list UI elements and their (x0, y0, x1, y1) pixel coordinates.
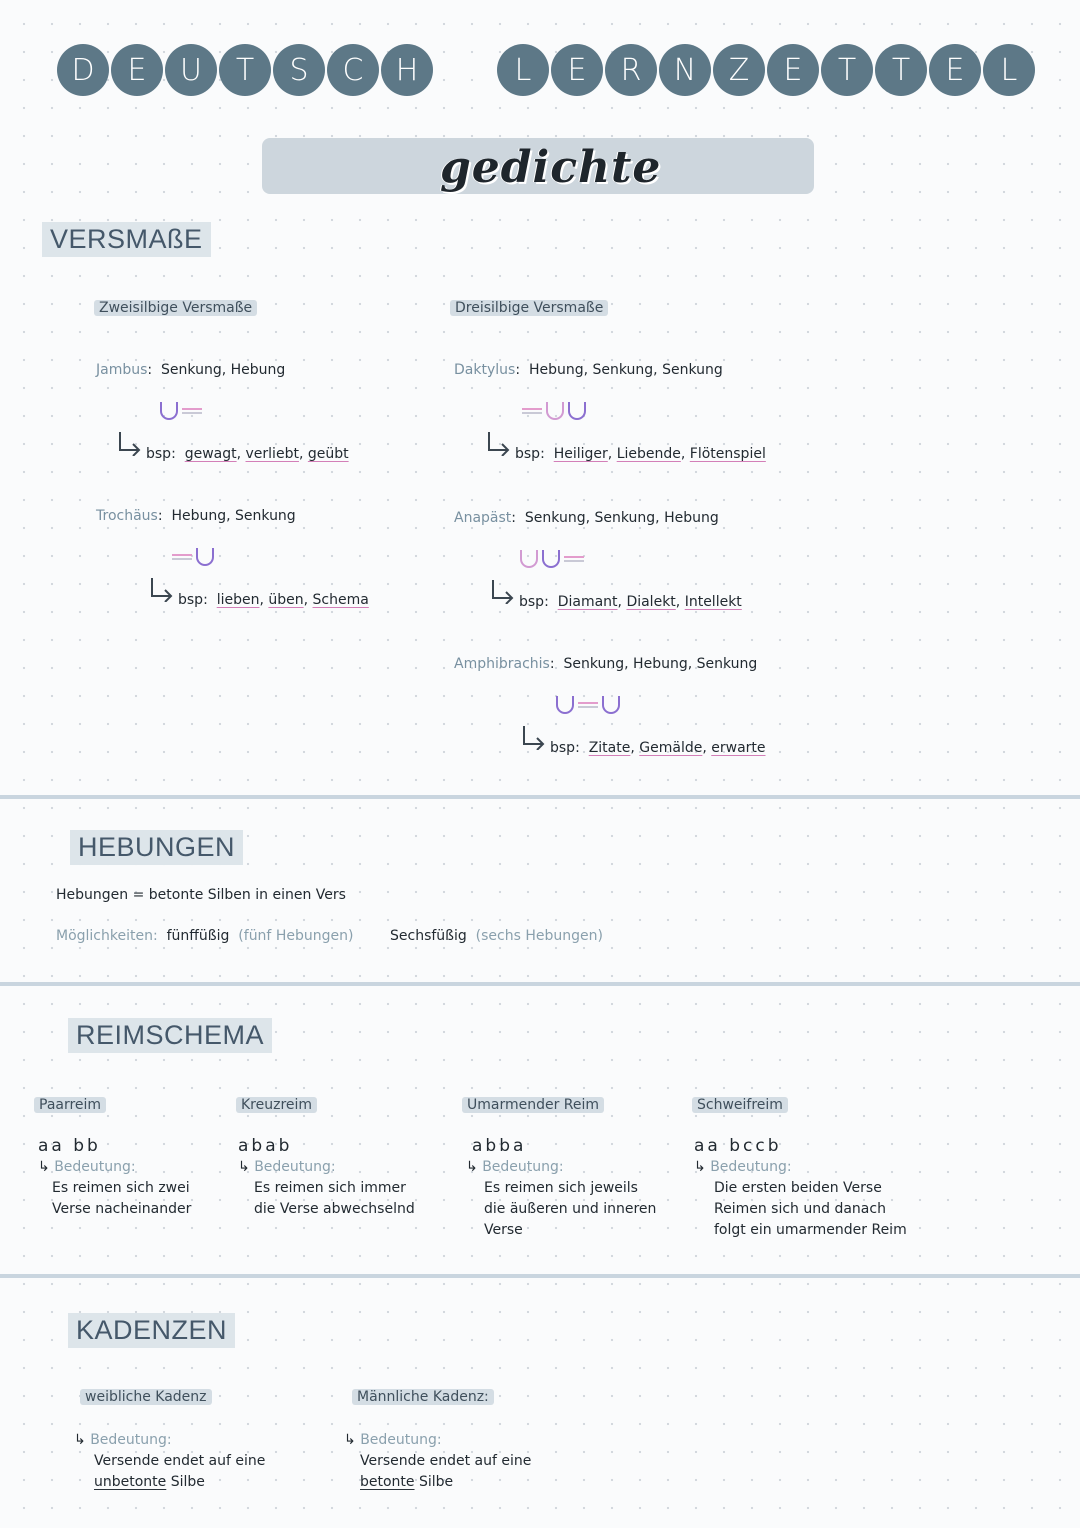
arrow-icon: ↳ (694, 1159, 706, 1175)
arrow-icon (149, 576, 175, 602)
title-letter: T (821, 44, 873, 96)
kadenz-weiblich (74, 1430, 265, 1493)
section-divider (0, 1274, 1080, 1278)
senkung-mark (160, 402, 178, 420)
meter-name: Jambus (96, 362, 148, 378)
title-letter: E (111, 44, 163, 96)
kadenz-word: Silbe (418, 1474, 454, 1490)
reim-line: Es reimen sich immer (254, 1180, 406, 1196)
meter-name: Amphibrachis (454, 656, 550, 672)
bedeutung-label: Bedeutung: (254, 1159, 336, 1175)
example-word: geübt (307, 446, 349, 462)
reim-pattern: aa bb (38, 1136, 101, 1156)
underlined-word: betonte (360, 1474, 415, 1490)
reim-label-schweifreim: Schweifreim (692, 1097, 788, 1113)
amphibrachis-examples: bsp: Zitate, Gemälde, erwarte (550, 740, 766, 756)
meter-desc: Senkung, Hebung (161, 362, 286, 378)
title-letter: T (219, 44, 271, 96)
sub-label-zweisilbig: Zweisilbige Versmaße (94, 300, 257, 316)
title-letter: Z (713, 44, 765, 96)
reim-line: Reimen sich und danach (714, 1201, 886, 1217)
reim-line: Es reimen sich jeweils (484, 1180, 638, 1196)
reim-label-paarreim: Paarreim (34, 1097, 106, 1113)
example-word: Liebende (616, 446, 681, 462)
senkung-mark (196, 548, 214, 566)
daktylus-row: Daktylus: Hebung, Senkung, Senkung (454, 362, 723, 378)
option-note: (sechs Hebungen) (475, 928, 603, 944)
bedeutung-label: Bedeutung: (90, 1432, 172, 1448)
reim-pattern: abab (238, 1136, 293, 1156)
reim-line: Die ersten beiden Verse (714, 1180, 882, 1196)
reim-line: Es reimen sich zwei (52, 1180, 190, 1196)
bedeutung-label: Bedeutung: (482, 1159, 564, 1175)
senkung-mark (520, 550, 538, 568)
bsp-label: bsp: (146, 446, 176, 462)
title-word-deutsch (57, 44, 433, 96)
meter-desc: Senkung, Senkung, Hebung (524, 510, 719, 526)
title-letter: H (381, 44, 433, 96)
section-title-hebungen: HEBUNGEN (70, 830, 243, 865)
kadenz-label-weiblich: weibliche Kadenz (80, 1389, 212, 1405)
example-word: Schema (312, 592, 369, 608)
reim-paarreim (38, 1136, 191, 1220)
title-letter: N (659, 44, 711, 96)
hebungen-definition: Hebungen = betonte Silben in einen Vers (56, 887, 346, 903)
title-letter: U (165, 44, 217, 96)
title-letter: E (767, 44, 819, 96)
sub-label-dreisilbig: Dreisilbige Versmaße (450, 300, 608, 316)
example-word: Gemälde (639, 740, 703, 756)
kadenz-maennlich (344, 1430, 531, 1493)
reim-line: die Verse abwechselnd (254, 1201, 415, 1217)
reim-pattern: abba (472, 1136, 527, 1156)
title-letter: T (875, 44, 927, 96)
reim-line: folgt ein umarmender Reim (714, 1222, 907, 1238)
hebung-mark (172, 554, 192, 556)
hebungen-options (56, 928, 353, 944)
title-letter: L (497, 44, 549, 96)
option-fuenffuessig: fünffüßig (166, 928, 230, 944)
reim-label-kreuzreim: Kreuzreim (236, 1097, 317, 1113)
meter-name: Anapäst (454, 510, 512, 526)
anapaest-row: Anapäst: Senkung, Senkung, Hebung (454, 510, 719, 526)
arrow-icon (521, 724, 547, 750)
bsp-label: bsp: (178, 592, 208, 608)
trochaeus-examples: bsp: lieben, üben, Schema (178, 592, 369, 608)
bsp-label: bsp: (519, 594, 549, 610)
bsp-label: bsp: (550, 740, 580, 756)
example-word: gewagt (184, 446, 237, 462)
title-letter: E (551, 44, 603, 96)
kadenz-line: Versende endet auf eine (94, 1453, 266, 1469)
title-word-lernzettel (497, 44, 1035, 96)
amphibrachis-row: Amphibrachis: Senkung, Hebung, Senkung (454, 656, 758, 672)
anapaest-symbol (520, 544, 584, 568)
meter-desc: Hebung, Senkung (171, 508, 296, 524)
hebungen-option2 (390, 928, 603, 944)
reim-schweifreim (694, 1136, 907, 1241)
hebung-mark (564, 556, 584, 558)
hebung-mark (522, 408, 542, 410)
reim-kreuzreim (238, 1136, 415, 1220)
bedeutung-label: Bedeutung: (710, 1159, 792, 1175)
meter-name: Trochäus (96, 508, 158, 524)
jambus-row: Jambus: Senkung, Hebung (96, 362, 286, 378)
title-letter: D (57, 44, 109, 96)
meter-desc: Hebung, Senkung, Senkung (528, 362, 723, 378)
arrow-icon (117, 430, 143, 456)
example-word: verliebt (245, 446, 299, 462)
senkung-mark (568, 402, 586, 420)
jambus-examples: bsp: gewagt, verliebt, geübt (146, 446, 349, 462)
meter-name: Daktylus (454, 362, 516, 378)
option-note: (fünf Hebungen) (238, 928, 354, 944)
section-title-versmasse: VERSMAßE (42, 222, 211, 257)
kadenz-line-2 (344, 1472, 531, 1493)
daktylus-examples: bsp: Heiliger, Liebende, Flötenspiel (515, 446, 766, 462)
bedeutung-label: Bedeutung: (360, 1432, 442, 1448)
kadenz-line-2 (74, 1472, 265, 1493)
kadenz-word: Silbe (170, 1474, 205, 1490)
example-word: Diamant (557, 594, 618, 610)
section-title-reimschema: REIMSCHEMA (68, 1018, 272, 1053)
amphibrachis-symbol (556, 690, 620, 714)
arrow-icon: ↳ (344, 1432, 356, 1448)
title-letter: E (929, 44, 981, 96)
hebung-mark (578, 702, 598, 704)
reim-line: Verse nacheinander (52, 1201, 192, 1217)
daktylus-symbol (522, 396, 586, 420)
arrow-icon (490, 578, 516, 604)
title-letter: R (605, 44, 657, 96)
example-word: Flötenspiel (689, 446, 766, 462)
title-letter: C (327, 44, 379, 96)
reim-pattern: aa bccb (694, 1136, 782, 1156)
trochaeus-symbol (172, 542, 214, 566)
underlined-word: unbetonte (94, 1474, 167, 1490)
arrow-icon: ↳ (466, 1159, 478, 1175)
option-sechsfuessig: Sechsfüßig (390, 928, 467, 944)
example-word: Dialekt (626, 594, 676, 610)
example-word: üben (268, 592, 304, 608)
trochaeus-row: Trochäus: Hebung, Senkung (96, 508, 296, 524)
title-letter: S (273, 44, 325, 96)
anapaest-examples: bsp: Diamant, Dialekt, Intellekt (519, 594, 742, 610)
example-word: lieben (216, 592, 260, 608)
meter-desc: Senkung, Hebung, Senkung (563, 656, 758, 672)
kadenz-label-maennlich: Männliche Kadenz: (352, 1389, 494, 1405)
section-divider (0, 982, 1080, 986)
example-word: Heiliger (553, 446, 608, 462)
moeglichkeiten-label: Möglichkeiten: (56, 928, 158, 944)
section-title-kadenzen: KADENZEN (68, 1313, 235, 1348)
topic-title: gedichte (440, 142, 662, 193)
arrow-icon: ↳ (238, 1159, 250, 1175)
reim-label-umarmend: Umarmender Reim (462, 1097, 604, 1113)
reim-umarmend (466, 1136, 656, 1241)
arrow-icon (486, 430, 512, 456)
jambus-symbol (160, 396, 202, 420)
arrow-icon: ↳ (74, 1432, 86, 1448)
example-word: Zitate (588, 740, 631, 756)
example-word: Intellekt (684, 594, 742, 610)
reim-line: die äußeren und inneren (484, 1201, 657, 1217)
bsp-label: bsp: (515, 446, 545, 462)
bedeutung-label: Bedeutung: (54, 1159, 136, 1175)
hebung-mark (182, 408, 202, 410)
section-divider (0, 795, 1080, 799)
senkung-mark (602, 696, 620, 714)
arrow-icon: ↳ (38, 1159, 50, 1175)
senkung-mark (542, 550, 560, 568)
example-word: erwarte (711, 740, 766, 756)
reim-line: Verse (484, 1222, 523, 1238)
kadenz-line: Versende endet auf eine (360, 1453, 532, 1469)
senkung-mark (546, 402, 564, 420)
title-letter: L (983, 44, 1035, 96)
senkung-mark (556, 696, 574, 714)
